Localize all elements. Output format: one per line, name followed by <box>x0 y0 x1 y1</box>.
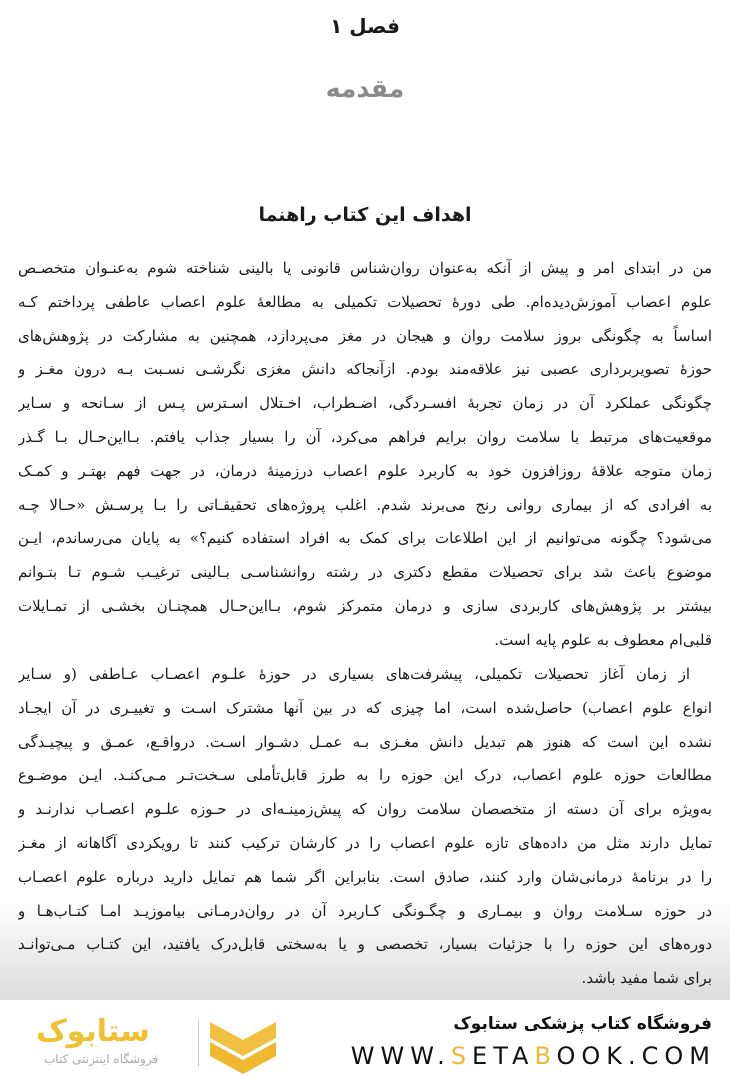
store-name: فروشگاه کتاب پزشکی ستابوک <box>453 1014 712 1034</box>
paragraph-2 <box>18 658 712 996</box>
url-part: WWW. <box>350 1042 451 1070</box>
logo-tagline: فروشگاه اینترنتی کتاب <box>44 1052 159 1066</box>
text-line: به افرادی که از بیماری روانی رنج می‌برند شدم. اغلب پروژه‌های تحقیقـاتی را بـا پرسـش «حـالا چـه <box>18 495 712 514</box>
text-line: در حوزه سـلامت روان و بیمـاری و چگـونگی کـاربرد آن در روان‌درمـانی بیاموزیـد امـا کتـاب‌هـا و <box>18 901 712 920</box>
text-line: حوزهٔ تصویربرداری عصبی نیز علاقه‌مند بودم. ازآنجاکه دانش مغزی نگرشـی نسـبت بـه درون مغـز و <box>18 360 712 379</box>
url-part: B <box>534 1042 557 1070</box>
text-line: علوم اعصاب آموزش‌دیده‌ام. طی دورهٔ تحصیلات تکمیلی به مطالعهٔ علوم اعصاب عاطفی پرداختم کـه <box>18 292 712 311</box>
text-line: بیشتر بر پژوهش‌های کاربردی سازی و درمان متمرکز شوم، بـااین‌حـال همچنـان بخشـی از تمـایلات <box>18 596 712 615</box>
paragraph-1 <box>18 252 712 658</box>
text-line: به‌ویژه برای آن دسته از متخصصان سلامت روان که پیش‌زمینـه‌ای در حـوزه علـوم اعصـاب ندارنـد و <box>18 800 712 819</box>
text-line: تمایل دارند مثل من داده‌های تازه علوم اعصاب را در کارشان ترکیب کنند تا رویکردی آگاهانه از مغـز <box>18 833 712 852</box>
text-line: می‌شود؟ چگونه می‌توانیم از این اطلاعات برای کمک به افراد استفاده کنیم؟» به پایان می‌رساندم، ایـن <box>18 529 712 548</box>
text-line: را در برنامهٔ درمانی‌شان وارد کنند، صادق است. بنابراین اگر شما هم تمایل دارید درباره علوم اعصـاب <box>18 867 712 886</box>
setabook-logo <box>36 1014 281 1074</box>
text-line: موضوع باعث شد برای تحصیلات مقطع دکتری در رشته روانشناسـی بـالینی ترغیـب شـوم تـا بتـوانم <box>18 563 712 582</box>
text-line: چگونگی عملکرد آن در زمان تجربهٔ افسـردگی، اضـطراب، اخـتلال اسـترس پـس از سـانحه و سـایر <box>18 394 712 413</box>
text-line: اساساً به چگونگی بروز سلامت روان و هیجان در مغز می‌پردازد، همچنین به مشارکت در پژوهش‌های <box>18 326 712 345</box>
text-line: زمان متوجه علاقهٔ روزافزون خود به کاربرد علوم اعصاب درزمینهٔ درمان، در جهت فهم بهتـر و کمـک <box>18 461 712 480</box>
url-part: ETA <box>472 1042 535 1070</box>
chevron-logo-icon <box>208 1018 278 1074</box>
store-url[interactable] <box>351 1042 716 1070</box>
logo-divider <box>198 1020 199 1066</box>
text-line: قلبی‌ام معطوف به علوم پایه است. <box>494 630 712 649</box>
chapter-title: مقدمه <box>325 74 405 103</box>
text-line: انواع علوم اعصاب) حاصل‌شده است، اما چیزی که در بین آنها مشترک اسـت و تغییـری در آن ایجـاد <box>18 698 712 717</box>
url-part: OOK.COM <box>556 1042 716 1070</box>
footer-banner <box>0 1000 730 1079</box>
section-heading: اهداف این کتاب راهنما <box>258 204 472 226</box>
text-line: از زمان آغاز تحصیلات تکمیلی، پیشرفت‌های بسیاری در حوزهٔ علـوم اعصـاب عـاطفی (و سـایر <box>18 665 690 683</box>
text-line: مطالعات حوزه علوم اعصاب، درک این حوزه را به طرز قابل‌تأملی سـخت‌تـر مـی‌کنـد. ایـن موضـوع <box>18 766 712 785</box>
text-line: موقعیت‌های مرتبط با سلامت روان برایم فراهم می‌کرد، آن را بسیار جذاب یافتم. بـااین‌حـال بـا گـذر <box>18 427 712 446</box>
text-line: نشده این است که هنوز هم تبدیل دانش مغـزی بـه عمـل دشـوار اسـت. درواقـع، عمـق و پیچیـدگی <box>18 732 712 751</box>
chapter-number: فصل ۱ <box>330 14 400 38</box>
text-line: برای شما مفید باشد. <box>581 969 712 988</box>
text-line: دوره‌های این حوزه را با جزئیات بسیار، تخصصی و یا به‌سختی قابل‌درک یافتید، این کتـاب مـی‌توانـد <box>18 935 712 954</box>
logo-word: ستابوک <box>36 1014 150 1049</box>
url-part: S <box>450 1042 473 1070</box>
text-line: من در ابتدای امر و پیش از آنکه به‌عنوان روان‌شناس قانونی یا بالینی شناخته شوم به‌عنـوان متخصـص <box>18 259 712 277</box>
